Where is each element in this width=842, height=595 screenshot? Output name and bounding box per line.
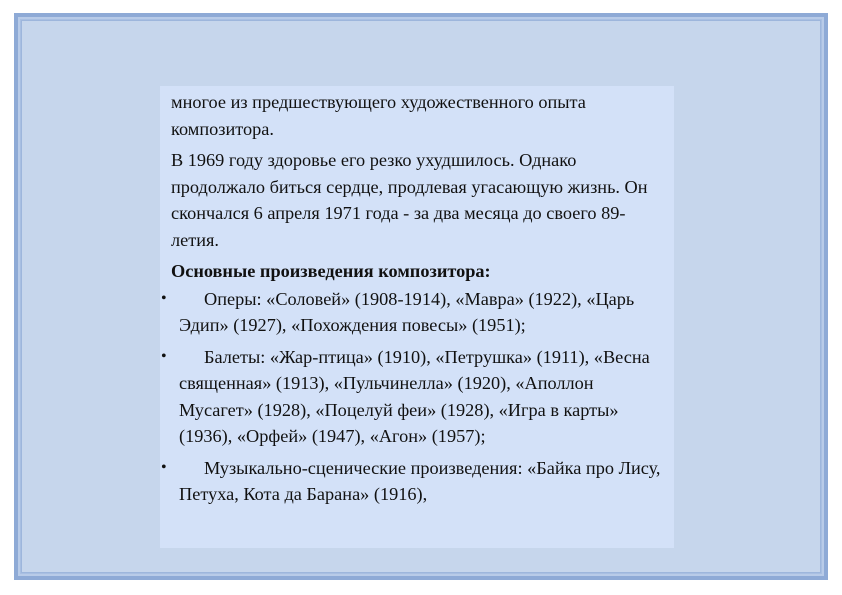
- bullet-icon: •: [161, 458, 167, 476]
- list-item-stage-works: [161, 455, 668, 508]
- list-item-ballets: [161, 344, 668, 450]
- list-item-text: Балеты: «Жар-птица» (1910), «Петрушка» (1911), «Весна священная» (1913), «Пульчинелла» (1920), «Аполлон Мусагет» (1928), «Поцелуй феи» (1928), «Игра в карты» (1936), «Орфей» (1947), «Агон» (1957);: [179, 346, 650, 446]
- works-heading: Основные произведения композитора:: [171, 261, 491, 281]
- bullet-icon: •: [161, 347, 167, 365]
- bullet-icon: •: [161, 289, 167, 307]
- list-item-text: Оперы: «Соловей» (1908-1914), «Мавра» (1922), «Царь Эдип» (1927), «Похождения повесы» (1951);: [179, 288, 635, 335]
- paragraph-intro: многое из предшествующего художественного опыта композитора.: [171, 92, 586, 139]
- list-item-text: Музыкально-сценические произведения: «Байка про Лису, Петуха, Кота да Барана» (1916),: [179, 457, 661, 504]
- works-list: [161, 286, 668, 508]
- paragraph-death: В 1969 году здоровье его резко ухудшилось. Однако продолжало биться сердце, продлевая угасающую жизнь. Он скончался 6 апреля 1971 года - за два месяца до своего 89-летия.: [171, 150, 648, 250]
- list-item-operas: [161, 286, 668, 339]
- slide-text-box: [160, 86, 674, 548]
